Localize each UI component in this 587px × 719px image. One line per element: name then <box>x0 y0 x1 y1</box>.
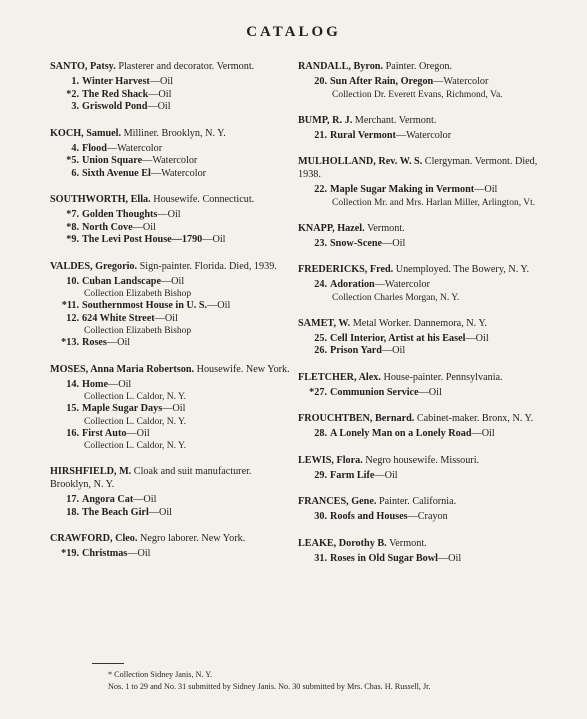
work-number: 25. <box>314 332 327 344</box>
artist-name: LEAKE, Dorothy B. <box>298 537 387 549</box>
works-list <box>50 209 295 247</box>
work-title: The Red Shack <box>82 88 149 100</box>
artist-description: Vermont. <box>367 222 405 234</box>
artist-line <box>298 114 538 127</box>
work-collection: Collection Elizabeth Bishop <box>84 289 192 299</box>
work-collection: Collection Dr. Everett Evans, Richmond, Va. <box>332 89 503 100</box>
work-medium: —Oil <box>474 184 498 195</box>
work-medium: —Oil <box>149 76 174 87</box>
work-medium: —Oil <box>162 403 186 414</box>
work-number: 26. <box>314 345 327 356</box>
works-list <box>298 184 538 209</box>
artist-entry <box>298 454 538 483</box>
artist-line <box>298 537 538 550</box>
artist-name: KNAPP, Hazel. <box>298 222 365 234</box>
work-medium: —Crayon <box>407 511 448 522</box>
artist-entry <box>298 412 538 441</box>
work-item <box>298 130 538 143</box>
work-medium: —Oil <box>126 427 150 439</box>
artist-line <box>298 155 538 181</box>
work-item <box>50 494 295 507</box>
work-item <box>298 387 538 400</box>
work-title: Roses <box>82 337 107 348</box>
work-number: *2. <box>66 88 79 100</box>
artist-name: VALDES, Gregorio. <box>50 260 138 272</box>
work-title: Union Square <box>82 155 143 166</box>
work-medium: —Oil <box>471 428 495 439</box>
work-number: 16. <box>66 427 79 439</box>
artist-entry <box>298 60 538 101</box>
work-title: Cell Interior, Artist at his Easel <box>330 332 466 344</box>
work-collection: Collection L. Caldor, N. Y. <box>84 416 186 427</box>
work-number: *7. <box>66 209 79 220</box>
work-medium: —Watercolor <box>395 129 452 141</box>
artist-entry <box>50 465 295 519</box>
work-medium: —Watercolor <box>374 279 430 290</box>
work-number: 29. <box>314 469 327 481</box>
artist-entry <box>298 371 538 400</box>
artist-description: Painter. California. <box>378 496 457 507</box>
work-item <box>50 101 295 114</box>
work-title: 624 White Street <box>82 312 155 324</box>
work-item <box>50 428 295 441</box>
work-item <box>298 184 538 197</box>
work-item <box>50 403 295 416</box>
artist-entry <box>298 222 538 251</box>
artist-name: FROUCHTBEN, Bernard. <box>298 413 415 424</box>
artist-name: SOUTHWORTH, Ella. <box>50 194 151 205</box>
artist-entry <box>50 193 295 247</box>
work-title: The Levi Post House—1790 <box>82 234 203 245</box>
works-list <box>298 470 538 483</box>
works-list <box>50 76 295 114</box>
work-number: *5. <box>66 155 79 166</box>
artist-description: Unemployed. The Bowery, N. Y. <box>395 264 529 275</box>
artist-description: House-painter. Pennsylvania. <box>383 371 503 383</box>
work-medium: —Oil <box>207 300 231 311</box>
work-number: 18. <box>66 506 79 518</box>
works-list <box>298 428 538 441</box>
work-title: First Auto <box>82 427 127 439</box>
artist-name: MULHOLLAND, Rev. W. S. <box>298 156 423 167</box>
work-title: Golden Thoughts <box>82 209 158 220</box>
work-title: Adoration <box>330 279 375 290</box>
artist-entry <box>298 114 538 143</box>
artist-line <box>298 371 538 384</box>
work-item <box>50 155 295 168</box>
artist-line <box>50 127 295 140</box>
work-title: Maple Sugar Days <box>82 403 163 414</box>
work-item <box>50 234 295 247</box>
work-medium: —Oil <box>127 548 151 559</box>
artist-description: Cloak and suit manufacturer. Brooklyn, N. Y. <box>50 466 252 490</box>
artist-entry <box>50 532 295 561</box>
work-item <box>298 238 538 251</box>
work-number: 20. <box>314 76 327 87</box>
work-title: Cuban Landscape <box>82 275 161 287</box>
artist-name: FLETCHER, Alex. <box>298 371 381 383</box>
artist-line <box>298 263 538 276</box>
page-title: CATALOG <box>246 24 341 40</box>
work-collection: Collection Charles Morgan, N. Y. <box>332 292 460 303</box>
artist-description: Housewife. New York. <box>196 363 290 375</box>
work-medium: —Watercolor <box>150 167 207 179</box>
work-title: Communion Service <box>330 386 419 398</box>
left-column <box>50 60 295 574</box>
work-title: A Lonely Man on a Lonely Road <box>330 428 472 439</box>
artist-description: Painter. Oregon. <box>385 61 453 72</box>
work-number: 30. <box>314 511 327 522</box>
artist-name: LEWIS, Flora. <box>298 454 363 466</box>
work-number: *19. <box>61 548 79 559</box>
work-item <box>298 279 538 292</box>
artist-description: Merchant. Vermont. <box>354 114 437 126</box>
work-number: *13. <box>61 337 79 348</box>
work-item <box>298 470 538 483</box>
work-medium: —Oil <box>106 337 131 348</box>
artist-line <box>50 532 295 545</box>
work-number: 31. <box>314 552 327 564</box>
work-item <box>50 168 295 181</box>
work-item <box>298 553 538 566</box>
work-collection: Collection Mr. and Mrs. Harlan Miller, Arlington, Vt. <box>332 197 536 208</box>
work-medium: —Oil <box>202 234 226 245</box>
work-number: *27. <box>309 386 327 398</box>
work-number: 17. <box>66 494 79 505</box>
work-number: 15. <box>66 403 79 414</box>
work-item <box>50 276 295 289</box>
work-number: 10. <box>66 275 79 287</box>
artist-description: Negro laborer. New York. <box>139 533 246 544</box>
artist-name: RANDALL, Byron. <box>298 61 384 72</box>
artist-description: Plasterer and decorator. Vermont. <box>118 61 255 72</box>
artist-line <box>298 412 538 425</box>
works-list <box>298 279 538 304</box>
artist-line <box>298 495 538 508</box>
work-number: 3. <box>71 101 79 112</box>
works-list <box>50 379 295 453</box>
work-item <box>50 76 295 89</box>
work-number: 28. <box>314 428 327 439</box>
work-item <box>50 209 295 222</box>
artist-description: Cabinet-maker. Bronx, N. Y. <box>416 413 534 424</box>
artist-entry <box>50 363 295 453</box>
artist-line <box>50 60 295 73</box>
works-list <box>298 130 538 143</box>
artist-name: FRANCES, Gene. <box>298 496 377 507</box>
work-item <box>298 76 538 89</box>
work-medium: —Oil <box>382 237 406 249</box>
artist-description: Sign-painter. Florida. Died, 1939. <box>139 260 277 272</box>
work-collection: Collection L. Caldor, N. Y. <box>84 441 186 451</box>
artist-name: SANTO, Patsy. <box>50 61 116 72</box>
work-medium: —Watercolor <box>142 155 198 166</box>
work-item <box>298 428 538 441</box>
work-title: Snow-Scene <box>330 237 383 249</box>
artist-line <box>298 454 538 467</box>
works-list <box>50 276 295 350</box>
right-column <box>298 60 538 578</box>
work-item <box>50 548 295 561</box>
works-list <box>50 143 295 181</box>
work-title: Winter Harvest <box>82 76 150 87</box>
footnote-submitted: Nos. 1 to 29 and No. 31 submitted by Sidney Janis. No. 30 submitted by Mrs. Chas. H. Russell, Jr. <box>108 682 431 691</box>
work-item <box>50 89 295 102</box>
artist-entry <box>50 127 295 181</box>
work-collection: Collection Elizabeth Bishop <box>84 326 192 336</box>
work-item <box>50 313 295 326</box>
artist-name: MOSES, Anna Maria Robertson. <box>50 363 195 375</box>
work-medium: —Oil <box>160 275 185 287</box>
work-item <box>50 507 295 520</box>
work-number: *11. <box>61 300 79 311</box>
artist-description: Vermont. <box>389 537 427 549</box>
works-list <box>298 387 538 400</box>
works-list <box>50 548 295 561</box>
work-medium: —Watercolor <box>106 142 163 154</box>
artist-entry <box>298 263 538 304</box>
work-medium: —Oil <box>132 221 156 233</box>
work-item <box>50 300 295 313</box>
work-medium: —Oil <box>437 552 462 564</box>
work-title: Prison Yard <box>330 345 382 356</box>
artist-entry <box>50 60 295 114</box>
work-medium: —Oil <box>154 312 178 324</box>
work-title: Rural Vermont <box>330 129 396 141</box>
work-number: 14. <box>66 378 79 390</box>
work-number: 23. <box>314 237 327 249</box>
work-number: 22. <box>314 184 327 195</box>
work-title: Roses in Old Sugar Bowl <box>330 552 438 564</box>
work-item <box>298 511 538 524</box>
artist-line <box>50 363 295 376</box>
work-item <box>50 379 295 392</box>
work-title: Angora Cat <box>82 494 134 505</box>
artist-line <box>50 193 295 206</box>
artist-entry <box>50 260 295 350</box>
work-number: *9. <box>66 234 79 245</box>
artist-description: Clergyman. Vermont. Died, 1938. <box>298 156 538 180</box>
artist-description: Negro housewife. Missouri. <box>365 454 480 466</box>
work-item <box>50 337 295 350</box>
work-title: Southernmost House in U. S. <box>82 300 208 311</box>
artist-description: Milliner. Brooklyn, N. Y. <box>123 127 226 139</box>
footnote-collection: * Collection Sidney Janis, N. Y. <box>108 670 213 679</box>
work-number: 1. <box>71 76 79 87</box>
work-medium: —Oil <box>133 494 157 505</box>
work-title: The Beach Girl <box>82 506 149 518</box>
work-item <box>298 345 538 358</box>
work-medium: —Oil <box>148 88 172 100</box>
works-list <box>298 333 538 358</box>
work-number: 21. <box>314 129 327 141</box>
footnote-divider <box>92 663 124 664</box>
artist-entry <box>298 317 538 358</box>
work-title: Home <box>82 378 109 390</box>
work-item <box>298 333 538 346</box>
work-title: Griswold Pond <box>82 101 148 112</box>
artist-line <box>298 317 538 330</box>
work-title: Sun After Rain, Oregon <box>330 76 434 87</box>
works-list <box>298 238 538 251</box>
work-medium: —Oil <box>108 378 132 390</box>
work-medium: —Oil <box>418 386 442 398</box>
artist-name: FREDERICKS, Fred. <box>298 264 394 275</box>
work-item <box>50 143 295 156</box>
work-title: Farm Life <box>330 469 375 481</box>
work-number: 24. <box>314 279 327 290</box>
artist-description: Metal Worker. Dannemora, N. Y. <box>352 317 487 329</box>
work-medium: —Oil <box>381 345 406 356</box>
artist-line <box>298 60 538 73</box>
work-title: Maple Sugar Making in Vermont <box>330 184 475 195</box>
work-title: Roofs and Houses <box>330 511 408 522</box>
artist-description: Housewife. Connecticut. <box>153 194 255 205</box>
work-medium: —Oil <box>465 332 489 344</box>
work-title: Christmas <box>82 548 128 559</box>
work-medium: —Oil <box>157 209 181 220</box>
work-title: North Cove <box>82 221 133 233</box>
work-medium: —Oil <box>148 506 172 518</box>
work-title: Sixth Avenue El <box>82 167 151 179</box>
works-list <box>298 76 538 101</box>
work-title: Flood <box>82 142 107 154</box>
works-list <box>298 511 538 524</box>
artist-entry <box>298 155 538 209</box>
artist-name: SAMET, W. <box>298 317 351 329</box>
artist-entry <box>298 495 538 524</box>
works-list <box>298 553 538 566</box>
work-medium: —Watercolor <box>433 76 489 87</box>
work-number: 4. <box>71 142 79 154</box>
artist-line <box>50 465 295 491</box>
artist-name: HIRSHFIELD, M. <box>50 466 132 477</box>
work-collection: Collection L. Caldor, N. Y. <box>84 392 186 402</box>
work-number: *8. <box>66 221 79 233</box>
artist-name: BUMP, R. J. <box>298 114 353 126</box>
artist-name: CRAWFORD, Cleo. <box>50 533 138 544</box>
works-list <box>50 494 295 519</box>
artist-name: KOCH, Samuel. <box>50 127 122 139</box>
work-item <box>50 222 295 235</box>
artist-entry <box>298 537 538 566</box>
artist-line <box>298 222 538 235</box>
artist-line <box>50 260 295 273</box>
work-medium: —Oil <box>374 469 398 481</box>
work-number: 12. <box>66 312 79 324</box>
work-number: 6. <box>71 167 79 179</box>
work-medium: —Oil <box>147 101 171 112</box>
